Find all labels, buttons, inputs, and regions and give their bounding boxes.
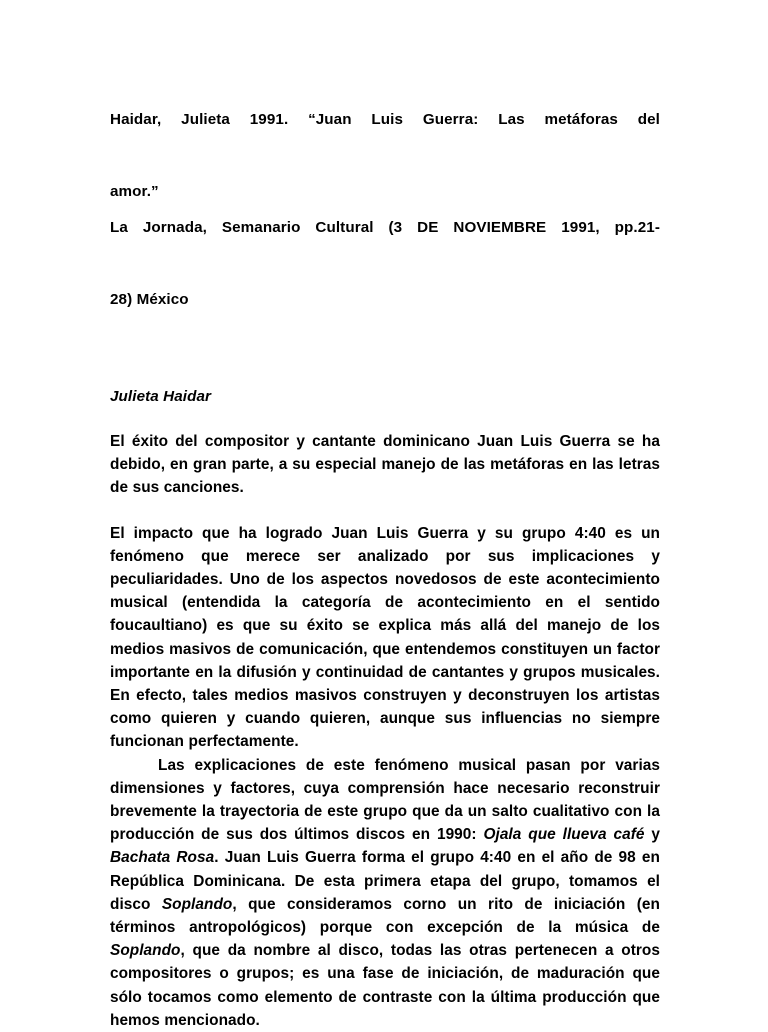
citation-line-1: Haidar, Julieta 1991. “Juan Luis Guerra: Las metáforas del	[110, 111, 660, 128]
citation-line-3: La Jornada, Semanario Cultural (3 DE NOVIEMBRE 1991, pp.21-	[110, 219, 660, 236]
album-title-soplando-second: Soplando	[110, 942, 181, 960]
album-title-ojala-que-llueva-cafe: Ojala que llueva café	[483, 826, 645, 844]
citation-line-4: 28) México	[110, 291, 189, 308]
paragraph-2: El impacto que ha logrado Juan Luis Guerra y su grupo 4:40 es un fenómeno que merece ser analizado por sus implicaciones y peculiaridades. Uno de los aspectos novedosos de este acontecimiento musical (entendida la categoría de acontecimiento en el sentido foucaultiano) es que su éxito se explica más allá del manejo de los medios masivos de comunicación, que entendemos constituyen un factor importante en la difusión y continuidad de cantantes y grupos musicales. En efecto, tales medios masivos construyen y deconstruyen los artistas como quieren y cuando quieren, aunque sus influencias no siempre funcionan perfectamente.	[110, 524, 660, 751]
document-text-column	[110, 102, 660, 1032]
paragraph-3-segment-2: y	[644, 826, 660, 844]
citation-line-2: amor.”	[110, 183, 159, 200]
paragraph-3	[110, 754, 660, 1032]
paragraph-3-segment-1: Las explicaciones de este fenómeno musical pasan por varias dimensiones y factores, cuya comprensión hace necesario reconstruir brevemente la trayectoria de este grupo que da un salto cualitativo con la producción de sus dos últimos discos en 1990:	[110, 756, 660, 844]
album-title-bachata-rosa: Bachata Rosa	[110, 849, 215, 867]
paragraph-3-segment-3: . Juan Luis Guerra forma el grupo 4:40 en el año de 98 en República Dominicana. De esta primera etapa del grupo, tomamos el disco	[110, 849, 660, 913]
paragraph-3-segment-5: , que da nombre al disco, todas las otras pertenecen a otros compositores o grupos; es una fase de iniciación, de maduración que sólo tocamos como elemento de contraste con la última producción que hemos mencionado.	[110, 942, 660, 1029]
album-title-soplando-first: Soplando	[161, 895, 233, 913]
author-byline: Julieta Haidar	[110, 388, 212, 405]
paragraph-3-segment-4: , que consideramos corno un rito de iniciación (en términos antropológicos) porque con excepción de la música de	[110, 895, 660, 937]
paragraph-1: El éxito del compositor y cantante dominicano Juan Luis Guerra se ha debido, en gran parte, a su especial manejo de las metáforas en las letras de sus canciones.	[110, 433, 660, 497]
citation-header	[110, 102, 660, 318]
